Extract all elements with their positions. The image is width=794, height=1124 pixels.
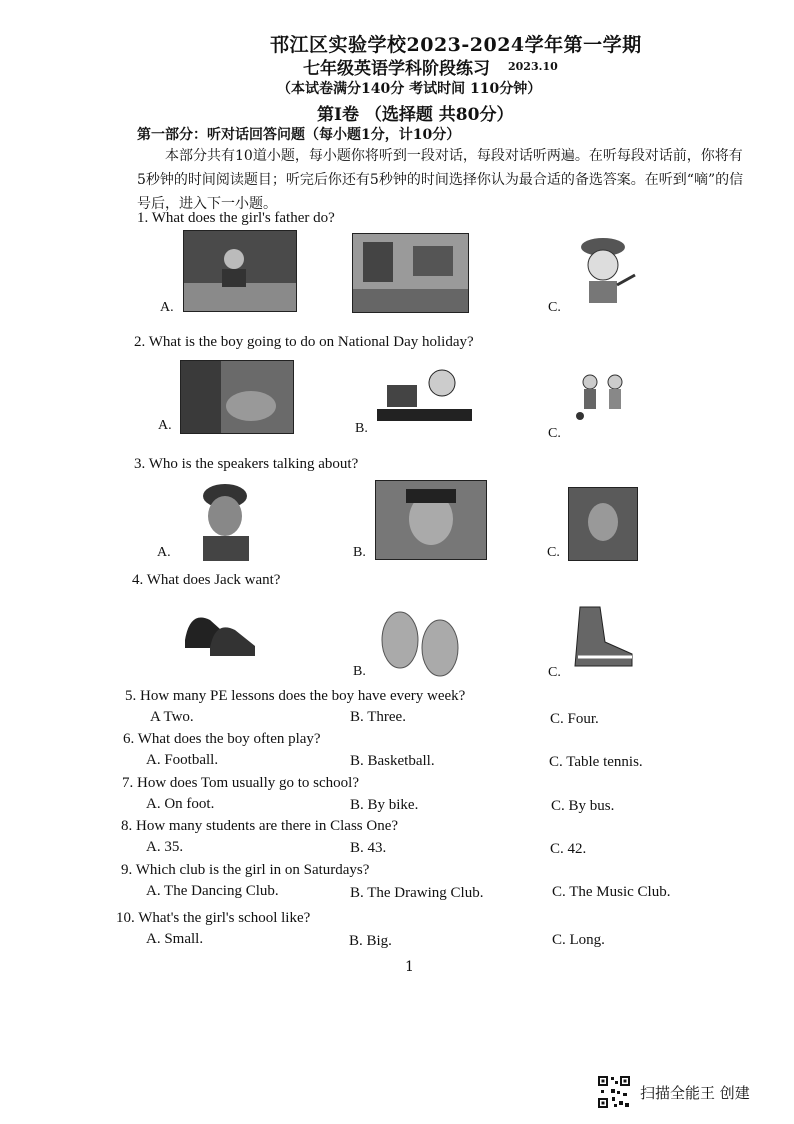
- option-label: C.: [548, 300, 561, 315]
- leather-shoes-photo: [180, 600, 260, 660]
- boy-at-computer-cartoon: [372, 365, 475, 430]
- exam-title: 邗江区实验学校2023-2024学年第一学期: [270, 34, 642, 56]
- question-8: 8. How many students are there in Class One?: [121, 818, 399, 834]
- option-a: A. 35.: [146, 839, 184, 855]
- option-label: A.: [160, 300, 174, 315]
- option-label: C.: [548, 665, 561, 680]
- option-a: A. Small.: [146, 931, 204, 947]
- option-label: B.: [355, 421, 368, 436]
- option-b: B. Big.: [349, 933, 392, 949]
- page-number: 1: [405, 959, 414, 975]
- exam-subtitle: 七年级英语学科阶段练习: [303, 59, 490, 79]
- option-b: B. Basketball.: [350, 753, 435, 769]
- question-10: 10. What's the girl's school like?: [116, 910, 311, 926]
- option-a: A Two.: [150, 709, 194, 725]
- option-c: C. Long.: [552, 932, 605, 948]
- man-portrait-photo: [568, 487, 638, 561]
- option-label: C.: [548, 426, 561, 441]
- question-4: 4. What does Jack want?: [132, 572, 281, 588]
- option-a: A. On foot.: [146, 796, 215, 812]
- volume-heading: 第Ⅰ卷 （选择题 共80分）: [317, 105, 514, 125]
- option-c: C. Four.: [550, 711, 599, 727]
- man-with-cap-photo: [185, 478, 280, 561]
- police-cartoon: [565, 233, 643, 313]
- exam-date: 2023.10: [508, 60, 558, 73]
- option-label: B.: [353, 545, 366, 560]
- question-1: 1. What does the girl's father do?: [137, 210, 335, 226]
- option-label: B.: [353, 664, 366, 679]
- question-3: 3. Who is the speakers talking about?: [134, 456, 359, 472]
- teacher-at-desk-photo: [183, 230, 297, 312]
- question-2: 2. What is the boy going to do on National Day holiday?: [134, 334, 474, 350]
- option-a: A. The Dancing Club.: [146, 883, 279, 899]
- option-b: B. The Drawing Club.: [350, 885, 484, 901]
- option-label: A.: [158, 418, 172, 433]
- section-heading: 第一部分：听对话回答问题（每小题1分，计10分）: [137, 127, 461, 143]
- option-label: A.: [157, 545, 171, 560]
- scanner-watermark: 扫描全能王 创建: [640, 1084, 750, 1102]
- section-instructions: 本部分共有10道小题，每小题你将听到一段对话，每段对话听两遍。在听每段对话前，你将有5秒钟的时间阅读题目；听完后你还有5秒钟的时间选择你认为最合适的备选答案。在听到“嘀”的信号后，进入下一小题。: [137, 148, 744, 212]
- option-c: C. 42.: [550, 841, 587, 857]
- option-label: C.: [547, 545, 560, 560]
- option-c: C. By bus.: [551, 798, 615, 814]
- sneaker-photo: [570, 602, 638, 672]
- option-b: B. By bike.: [350, 797, 419, 813]
- slippers-photo: [375, 610, 467, 678]
- option-c: C. The Music Club.: [552, 884, 671, 900]
- boy-portrait-photo: [375, 480, 487, 560]
- question-7: 7. How does Tom usually go to school?: [122, 775, 359, 791]
- exam-info: （本试卷满分140分 考试时间 110分钟）: [277, 81, 542, 97]
- question-9: 9. Which club is the girl in on Saturdays?: [121, 862, 370, 878]
- qr-code-icon: [597, 1075, 631, 1109]
- option-a: A. Football.: [146, 752, 219, 768]
- library-reading-photo: [180, 360, 294, 434]
- option-b: B. Three.: [350, 709, 406, 725]
- kids-playing-football-cartoon: [570, 372, 636, 427]
- option-c: C. Table tennis.: [549, 754, 643, 770]
- office-workers-photo: [352, 233, 469, 313]
- question-6: 6. What does the boy often play?: [123, 731, 321, 747]
- option-b: B. 43.: [350, 840, 387, 856]
- question-5: 5. How many PE lessons does the boy have every week?: [125, 688, 466, 704]
